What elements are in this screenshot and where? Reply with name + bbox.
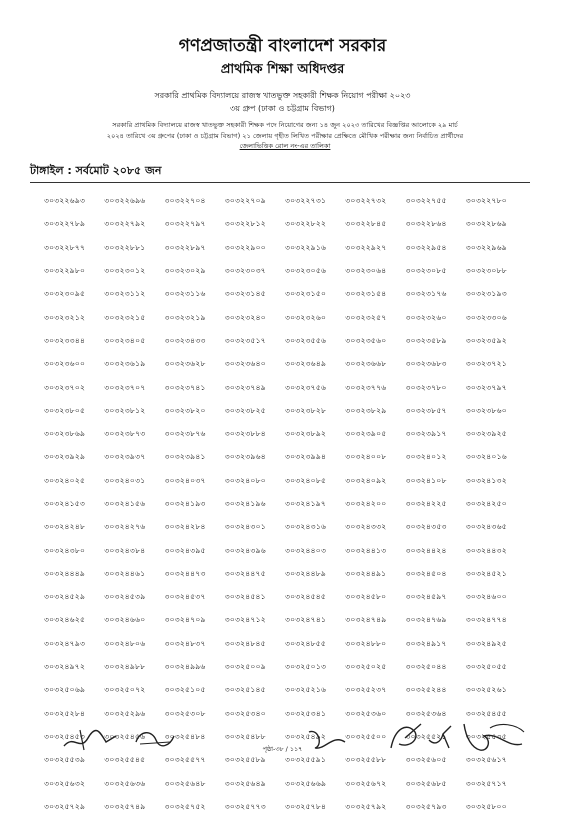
roll-number: ৩০৩২৩৯৪১ xyxy=(164,452,206,462)
roll-number: ৩০৩২২৯১৬ xyxy=(285,242,327,252)
roll-number: ৩০৩২২৭৩২ xyxy=(345,196,387,206)
roll-number: ৩০৩২৩১৫৪ xyxy=(345,289,387,299)
roll-number: ৩০৩২৩১১৬ xyxy=(164,289,206,299)
roll-row xyxy=(44,260,526,283)
roll-number: ৩০৩২৫৭৫২ xyxy=(164,801,206,811)
roll-row xyxy=(44,516,526,539)
group-title: ৩য় গ্রুপ (ঢাকা ও চট্টগ্রাম বিভাগ) xyxy=(230,104,335,113)
roll-row xyxy=(44,353,526,376)
roll-number: ৩০৩২৩৮৮৪ xyxy=(224,429,266,439)
roll-number: ৩০৩২৪৯৮৮ xyxy=(104,662,146,672)
roll-number: ৩০৩২৪৮৪৫ xyxy=(224,638,266,648)
description-line: জেলাভিত্তিক রোল নং-এর তালিকা xyxy=(239,142,331,150)
roll-number: ৩০৩২৪৫০৪ xyxy=(405,568,447,578)
roll-number: ৩০৩২৪৩০১ xyxy=(224,522,266,532)
roll-number: ৩০৩২২৬৯৬ xyxy=(104,196,146,206)
roll-number: ৩০৩২৫৪৮৮ xyxy=(224,731,266,741)
roll-number: ৩০৩২৩৭০২ xyxy=(44,382,86,392)
roll-row xyxy=(44,586,526,609)
roll-number: ৩০৩২৩৭৯৭ xyxy=(465,382,507,392)
roll-number: ৩০৩২৩০৮৫ xyxy=(405,266,447,276)
roll-number: ৩০৩২৪১৯৬ xyxy=(224,499,266,508)
roll-number: ৩০৩২৩৮৭৬ xyxy=(164,429,206,439)
roll-number: ৩০৩২৪৩১৬ xyxy=(285,522,327,532)
roll-number: ৩০৩২৩৭২১ xyxy=(465,359,507,369)
roll-number: ৩০৩২৪৩৬৫ xyxy=(465,522,507,532)
roll-number: ৩০৩২৩৫৯২ xyxy=(465,335,507,345)
roll-number: ৩০৩২৩৩৪৪ xyxy=(44,335,86,345)
roll-number: ৩০৩২৫২৮৪ xyxy=(44,708,86,718)
roll-number: ৩০৩২৫৫৯১ xyxy=(285,755,327,765)
roll-number: ৩০৩২৩৮৫৭ xyxy=(405,405,447,415)
roll-number: ৩০৩২৪৩৫৩ xyxy=(405,522,447,532)
roll-number: ৩০৩২৫০৪৪ xyxy=(405,662,447,672)
roll-number: ৩০৩২৩১৭৬ xyxy=(405,289,447,299)
roll-number: ৩০৩২৪৪৭৩ xyxy=(164,568,206,578)
roll-number: ৩০৩২৪০৮০ xyxy=(224,475,266,485)
roll-number: ৩০৩২৪০১৬ xyxy=(465,452,507,462)
roll-number: ৩০৩২৩৭৪৯ xyxy=(224,382,266,392)
roll-number: ৩০৩২৪০১২ xyxy=(405,452,447,462)
roll-number: ৩০৩২৫০৫৫ xyxy=(465,662,507,672)
roll-row xyxy=(44,656,526,679)
roll-number: ৩০৩২৩৪০৫ xyxy=(104,335,146,345)
roll-number: ৩০৩২৩৮২০ xyxy=(164,405,206,415)
roll-row xyxy=(44,539,526,562)
roll-number: ৩০৩২৩৭৭৬ xyxy=(345,382,387,392)
roll-number: ৩০৩২৫৩০৮ xyxy=(164,708,206,718)
roll-number: ৩০৩২৩২৫৭ xyxy=(345,312,387,322)
roll-number: ৩০৩২৪৫৪৫ xyxy=(285,592,327,602)
roll-number: ৩০৩২৫৫২১ xyxy=(405,731,447,741)
roll-number: ৩০৩২৫৭৯২ xyxy=(345,801,387,811)
roll-number: ৩০৩২৩৮১২ xyxy=(104,405,146,415)
roll-number: ৩০৩২২৮৬৯ xyxy=(465,219,507,229)
roll-number: ৩০৩২৪৫৮০ xyxy=(345,592,387,602)
roll-number: ৩০৩২৪৩৮৪ xyxy=(104,545,146,555)
roll-number: ৩০৩২৩৯৯৪ xyxy=(285,452,327,462)
roll-number: ৩০৩২৩৫৮৯ xyxy=(405,335,447,345)
roll-number: ৩০৩২৩১৯৩ xyxy=(465,289,507,299)
roll-number: ৩০৩২৪২৮৪ xyxy=(164,522,206,532)
roll-number: ৩০৩২২৭৮০ xyxy=(465,196,507,206)
roll-number: ৩০৩২৪১৩২ xyxy=(465,475,507,485)
roll-number: ৩০৩২৫০৬৯ xyxy=(44,685,86,695)
department-title: প্রাথমিক শিক্ষা অধিদপ্তর xyxy=(220,62,345,77)
roll-number: ৩০৩২৪২৫০ xyxy=(465,499,507,508)
roll-number: ৩০৩২৪৯৯৬ xyxy=(164,662,206,672)
roll-number: ৩০৩২৪০২৫ xyxy=(44,475,86,485)
roll-number: ৩০৩২৪৫২১ xyxy=(465,568,507,578)
roll-number: ৩০৩২৪১৫৬ xyxy=(104,499,146,508)
exam-title: সরকারি প্রাথমিক বিদ্যালয়ে রাজস্ব খাতভুক্ত সহকারী শিক্ষক নিয়োগ পরীক্ষা ২০২৩ xyxy=(154,91,411,100)
roll-number: ৩০৩২৫৭৪৯ xyxy=(104,801,146,811)
roll-number: ৩০৩২৩০৫৬ xyxy=(285,266,327,276)
roll-number: ৩০৩২৩০১২ xyxy=(104,266,146,276)
roll-number: ৩০৩২৫২৩৭ xyxy=(345,685,387,695)
roll-number: ৩০৩২৪১০৮ xyxy=(405,475,447,485)
roll-number: ৩০৩২৫১৪৫ xyxy=(224,685,266,695)
roll-number: ৩০৩২৩১১২ xyxy=(104,289,146,299)
roll-row xyxy=(44,306,526,329)
roll-number: ৩০৩২৩৫১৭ xyxy=(224,335,266,345)
roll-number: ৩০৩২২৭০৯ xyxy=(224,196,266,206)
roll-number: ৩০৩২৫৩৬০ xyxy=(345,708,387,718)
roll-number: ৩০৩২৪৯২৫ xyxy=(465,638,507,648)
government-title: গণপ্রজাতন্ত্রী বাংলাদেশ সরকার xyxy=(178,36,387,56)
roll-row xyxy=(44,609,526,632)
roll-number: ৩০৩২৫৩৪০ xyxy=(224,708,266,718)
roll-number: ৩০৩২৫৪৫৩ xyxy=(44,731,86,741)
roll-number: ৩০৩২৫৭৮৪ xyxy=(285,801,327,811)
section-divider xyxy=(30,182,530,183)
roll-number: ৩০৩২৩৭৮০ xyxy=(405,382,447,392)
roll-number: ৩০৩২৫৪৫৬ xyxy=(104,731,146,741)
roll-row xyxy=(44,446,526,469)
roll-number: ৩০৩২৫৬৩৬ xyxy=(104,778,146,788)
roll-number: ৩০৩২৫২১৬ xyxy=(285,685,327,695)
roll-number: ৩০৩২৩৭৪১ xyxy=(164,382,206,392)
page-number: পৃষ্ঠা-৩৮ / ১১৭ xyxy=(262,745,303,753)
roll-number: ৩০৩২২৮১২ xyxy=(224,219,266,229)
roll-row xyxy=(44,400,526,423)
roll-row xyxy=(44,376,526,399)
roll-number: ৩০৩২৪০৩১ xyxy=(104,475,146,485)
roll-number: ৩০৩২৪৭০৯ xyxy=(164,615,206,625)
roll-number: ৩০৩২২৮৯৭ xyxy=(164,242,206,252)
roll-number: ৩০৩২৪০৩৭ xyxy=(164,475,206,485)
roll-number: ৩০৩২৪৪৯১ xyxy=(345,568,387,578)
roll-number: ৩০৩২৫৪৫৫ xyxy=(465,708,507,718)
roll-number: ৩০৩২৩২৬০ xyxy=(405,312,447,322)
roll-number: ৩০৩২৫৬৭২ xyxy=(345,778,387,788)
roll-number: ৩০৩২৪৮৫৫ xyxy=(285,638,327,648)
roll-row xyxy=(44,796,526,819)
roll-number: ৩০৩২৫০২৫ xyxy=(345,662,387,672)
roll-number: ৩০৩২৩৩০৬ xyxy=(465,312,507,322)
roll-number: ৩০৩২৪৮০৬ xyxy=(104,638,146,648)
roll-row xyxy=(44,633,526,656)
roll-number: ৩০৩২৫৬৩২ xyxy=(44,778,86,788)
roll-row xyxy=(44,470,526,493)
notice-description xyxy=(30,120,540,152)
roll-number: ৩০৩২৫৮০০ xyxy=(465,801,507,811)
roll-number: ৩০৩২৩৬৪০ xyxy=(224,359,266,369)
description-line: সরকারি প্রাথমিক বিদ্যালয়ে রাজস্ব খাতভুক্ত সহকারী শিক্ষক পদে নিয়োগের জন্য ১৪ জুন ২০২৩ তারিখের বিজ্ঞপ্তির আলোকে ২৯ মার্চ xyxy=(112,121,458,129)
roll-number: ৩০৩২৩৯১৭ xyxy=(405,429,447,439)
roll-number: ৩০৩২৪২৭৬ xyxy=(104,522,146,532)
roll-number: ৩০৩২৩৬১৯ xyxy=(104,359,146,369)
roll-number: ৩০৩২৩২১৯ xyxy=(164,312,206,322)
roll-number: ৩০৩২৪৮৩৭ xyxy=(164,638,206,648)
roll-number: ৩০৩২৪৪৬১ xyxy=(104,568,146,578)
roll-number: ৩০৩২৫৬৬৯ xyxy=(285,778,327,788)
roll-number: ৩০৩২৪২২৫ xyxy=(405,499,447,508)
roll-number: ৩০৩২৫৫৮৮ xyxy=(345,755,387,765)
roll-number: ৩০৩২৪৭৪১ xyxy=(285,615,327,625)
district-section-title: টাঙ্গাইল : সর্বমোট ২০৮৫ জন xyxy=(30,164,162,177)
roll-number: ৩০৩২৩৮২৯ xyxy=(345,405,387,415)
roll-row xyxy=(44,423,526,446)
roll-number: ৩০৩২৪৬২৫ xyxy=(44,615,86,625)
roll-number: ৩০৩২২৮৬৪ xyxy=(405,219,447,229)
roll-number: ৩০৩২৪৭১২ xyxy=(224,615,266,625)
roll-number: ৩০৩২৪০০৮ xyxy=(345,452,387,462)
roll-number: ৩০৩২৪৫৩৭ xyxy=(164,592,206,602)
roll-number: ৩০৩২২৯০০ xyxy=(224,242,266,252)
roll-number: ৩০৩২৩০৮৮ xyxy=(465,266,507,276)
roll-number: ৩০৩২৩৮৬৯ xyxy=(44,429,86,439)
roll-row xyxy=(44,563,526,586)
roll-number: ৩০৩২৫৫৮৯ xyxy=(224,755,266,765)
roll-number: ৩০৩২৩৬২৮ xyxy=(164,359,206,369)
roll-number: ৩০৩২২৭৯২ xyxy=(104,219,146,229)
roll-number: ৩০৩২৫৩৬৪ xyxy=(405,708,447,718)
roll-number: ৩০৩২৩৫৫৬ xyxy=(285,335,327,345)
roll-number: ৩০৩২৪৪৭৫ xyxy=(224,568,266,578)
roll-number: ৩০৩২৫২৪৪ xyxy=(405,685,447,695)
roll-number: ৩০৩২৩৯৩৭ xyxy=(104,452,146,462)
roll-number: ৩০৩২৪৪৮৯ xyxy=(285,568,327,578)
roll-number: ৩০৩২৩২৪০ xyxy=(224,312,266,322)
roll-number: ৩০৩২৪৭৯৩ xyxy=(44,638,86,648)
roll-number: ৩০৩২৩৬৬৮ xyxy=(345,359,387,369)
roll-number: ৩০৩২৪৫৪১ xyxy=(224,592,266,602)
roll-number: ৩০৩২৪৪৩২ xyxy=(465,545,507,555)
roll-number: ৩০৩২৪৪০৩ xyxy=(285,545,327,555)
roll-number: ৩০৩২৩৮২৫ xyxy=(224,405,266,415)
roll-number: ৩০৩২৪৪৪৯ xyxy=(44,568,86,578)
roll-row xyxy=(44,493,526,516)
roll-number: ৩০৩২৩০৬৪ xyxy=(345,266,387,276)
roll-number: ৩০৩২৪৪২৪ xyxy=(405,545,447,555)
roll-number: ৩০৩২৪৮৮০ xyxy=(345,638,387,648)
roll-number: ৩০৩২৪৬৬০ xyxy=(104,615,146,625)
roll-number: ৩০৩২৫৬৮৫ xyxy=(405,778,447,788)
roll-number: ৩০৩২৩৮২৮ xyxy=(285,405,327,415)
roll-number: ৩০৩২৫৬৪৮ xyxy=(164,778,206,788)
roll-number: ৩০৩২২৭৫৫ xyxy=(405,196,447,206)
roll-number: ৩০৩২৫৭১৭ xyxy=(465,778,507,788)
roll-row xyxy=(44,237,526,260)
roll-number: ৩০৩২৫৪৯২ xyxy=(285,731,327,741)
roll-number: ৩০৩২৪১৫৩ xyxy=(44,499,86,508)
roll-number: ৩০৩২২৯৫৪ xyxy=(405,242,447,252)
roll-number: ৩০৩২২৭৮৯ xyxy=(44,219,86,229)
roll-number: ৩০৩২৪০৮৫ xyxy=(285,475,327,485)
description-line: ২০২৪ তারিখে ৩য় গ্রুপের (ঢাকা ও চট্টগ্রাম বিভাগ) ২১ জেলায় গৃহীত লিখিত পরীক্ষার প্রেক্ষিতে মৌখিক পরীক্ষার জন্য নির্বাচিত প্রার্থীদের xyxy=(106,131,464,140)
roll-number: ৩০৩২২৯৬৯ xyxy=(465,242,507,252)
roll-number: ৩০৩২৪৯১৭ xyxy=(405,638,447,648)
roll-number: ৩০৩২৪৩৯৫ xyxy=(164,545,206,555)
roll-number: ৩০৩২৫২৯৬ xyxy=(104,708,146,718)
roll-number: ৩০৩২৩১৫০ xyxy=(285,289,327,299)
roll-number: ৩০৩২৫০১৩ xyxy=(285,662,327,672)
roll-number: ৩০৩২৩০৩৭ xyxy=(224,266,266,276)
roll-number: ৩০৩২৩১৪৫ xyxy=(224,289,266,299)
roll-number: ৩০৩২৫৫৩৯ xyxy=(44,755,86,765)
roll-number: ৩০৩২৫৪৮৪ xyxy=(164,731,206,741)
roll-number: ৩০৩২৩৭০৭ xyxy=(104,382,146,392)
roll-number: ৩০৩২৫৫৪৫ xyxy=(104,755,146,765)
roll-number: ৩০৩২২৮৪৫ xyxy=(345,219,387,229)
roll-row xyxy=(44,772,526,795)
roll-number: ৩০৩২৩৮৯২ xyxy=(285,429,327,439)
roll-number: ৩০৩২৩২১৫ xyxy=(104,312,146,322)
roll-number: ৩০৩২২৮৮১ xyxy=(104,242,146,252)
roll-row xyxy=(44,679,526,702)
roll-number: ৩০৩২৩০৯৫ xyxy=(44,289,86,299)
roll-number: ৩০৩২৪২৪৮ xyxy=(44,522,86,532)
roll-row xyxy=(44,283,526,306)
roll-number: ৩০৩২৪১৯৭ xyxy=(285,499,327,508)
roll-number: ৩০৩২৪৭৬৯ xyxy=(405,615,447,625)
roll-number: ৩০৩২৫৭৯৩ xyxy=(405,801,447,811)
roll-number: ৩০৩২৩৬০০ xyxy=(44,359,86,369)
roll-number: ৩০৩২৩৯০৫ xyxy=(345,429,387,439)
roll-number: ৩০৩২৪৫৯৭ xyxy=(405,592,447,602)
roll-number: ৩০৩২৫৫০০ xyxy=(345,731,387,741)
roll-number: ৩০৩২৪৩৮০ xyxy=(44,545,86,555)
roll-number: ৩০৩২৩৬৪৯ xyxy=(285,359,327,369)
roll-row xyxy=(44,190,526,213)
roll-number: ৩০৩২৫৬১৭ xyxy=(465,755,507,765)
roll-number: ৩০৩২৪২০০ xyxy=(345,499,387,508)
roll-number: ৩০৩২৩৮০৫ xyxy=(44,405,86,415)
roll-number: ৩০৩২৪৯৭২ xyxy=(44,662,86,672)
roll-number: ৩০৩২৩৯২৫ xyxy=(465,429,507,439)
roll-number: ৩০৩২৩৫৬০ xyxy=(345,335,387,345)
roll-number: ৩০৩২৪৩৩২ xyxy=(345,522,387,532)
roll-number: ৩০৩২৩২১২ xyxy=(44,312,86,322)
roll-number: ৩০৩২২৭০৪ xyxy=(164,196,206,206)
roll-number: ৩০৩২৫০৭২ xyxy=(104,685,146,695)
roll-number: ৩০৩২৪০৯২ xyxy=(345,475,387,485)
roll-number: ৩০৩২৫৩৪১ xyxy=(285,708,327,718)
roll-number: ৩০৩২৪৩৯৬ xyxy=(224,545,266,555)
roll-number: ৩০৩২৩৭৫৬ xyxy=(285,382,327,392)
roll-number: ৩০৩২৪৭৭৪ xyxy=(465,615,507,625)
roll-number: ৩০৩২২৯২৭ xyxy=(345,242,387,252)
roll-number: ৩০৩২২৭৩১ xyxy=(285,196,327,206)
roll-number: ৩০৩২৫৭২৯ xyxy=(44,801,86,811)
roll-number: ৩০৩২৫৭৭৩ xyxy=(224,801,266,811)
roll-number: ৩০৩২৩৬৮৩ xyxy=(405,359,447,369)
roll-number: ৩০৩২৪৫৩৯ xyxy=(104,592,146,602)
roll-number: ৩০৩২২৭৯৭ xyxy=(164,219,206,229)
roll-number: ৩০৩২৩০২৯ xyxy=(164,266,206,276)
roll-number: ৩০৩২৩৪৩৩ xyxy=(164,335,206,345)
roll-number: ৩০৩২৩৮৬০ xyxy=(465,405,507,415)
roll-number: ৩০৩২২৯৮০ xyxy=(44,266,86,276)
roll-number: ৩০৩২৫১০৫ xyxy=(164,685,206,695)
roll-number: ৩০৩২৫৫৭৭ xyxy=(164,755,206,765)
roll-number: ৩০৩২৪১৯৩ xyxy=(164,499,206,508)
roll-number: ৩০৩২৫৫৩৫ xyxy=(465,731,507,741)
roll-number: ৩০৩২৪৫২৯ xyxy=(44,592,86,602)
roll-number: ৩০৩২৫০০৯ xyxy=(224,662,266,672)
roll-number: ৩০৩২২৬৯৩ xyxy=(44,196,86,206)
roll-number: ৩০৩২২৮২২ xyxy=(285,219,327,229)
roll-number: ৩০৩২৪৪১৩ xyxy=(345,545,387,555)
roll-number: ৩০৩২৩৮৭৩ xyxy=(104,429,146,439)
roll-number: ৩০৩২৪৬০০ xyxy=(465,592,507,602)
roll-number: ৩০৩২৫৬০৫ xyxy=(405,755,447,765)
roll-number: ৩০৩২৫৬৪৯ xyxy=(224,778,266,788)
roll-number: ৩০৩২৫২৬১ xyxy=(465,685,507,695)
roll-number: ৩০৩২৩৯৬৪ xyxy=(224,452,266,462)
roll-number: ৩০৩২৩৯২৯ xyxy=(44,452,86,462)
roll-row xyxy=(44,213,526,236)
roll-number: ৩০৩২৩২৬০ xyxy=(285,312,327,322)
roll-number: ৩০৩২৪৭৪৯ xyxy=(345,615,387,625)
roll-number: ৩০৩২২৮৭৭ xyxy=(44,242,86,252)
roll-row xyxy=(44,330,526,353)
